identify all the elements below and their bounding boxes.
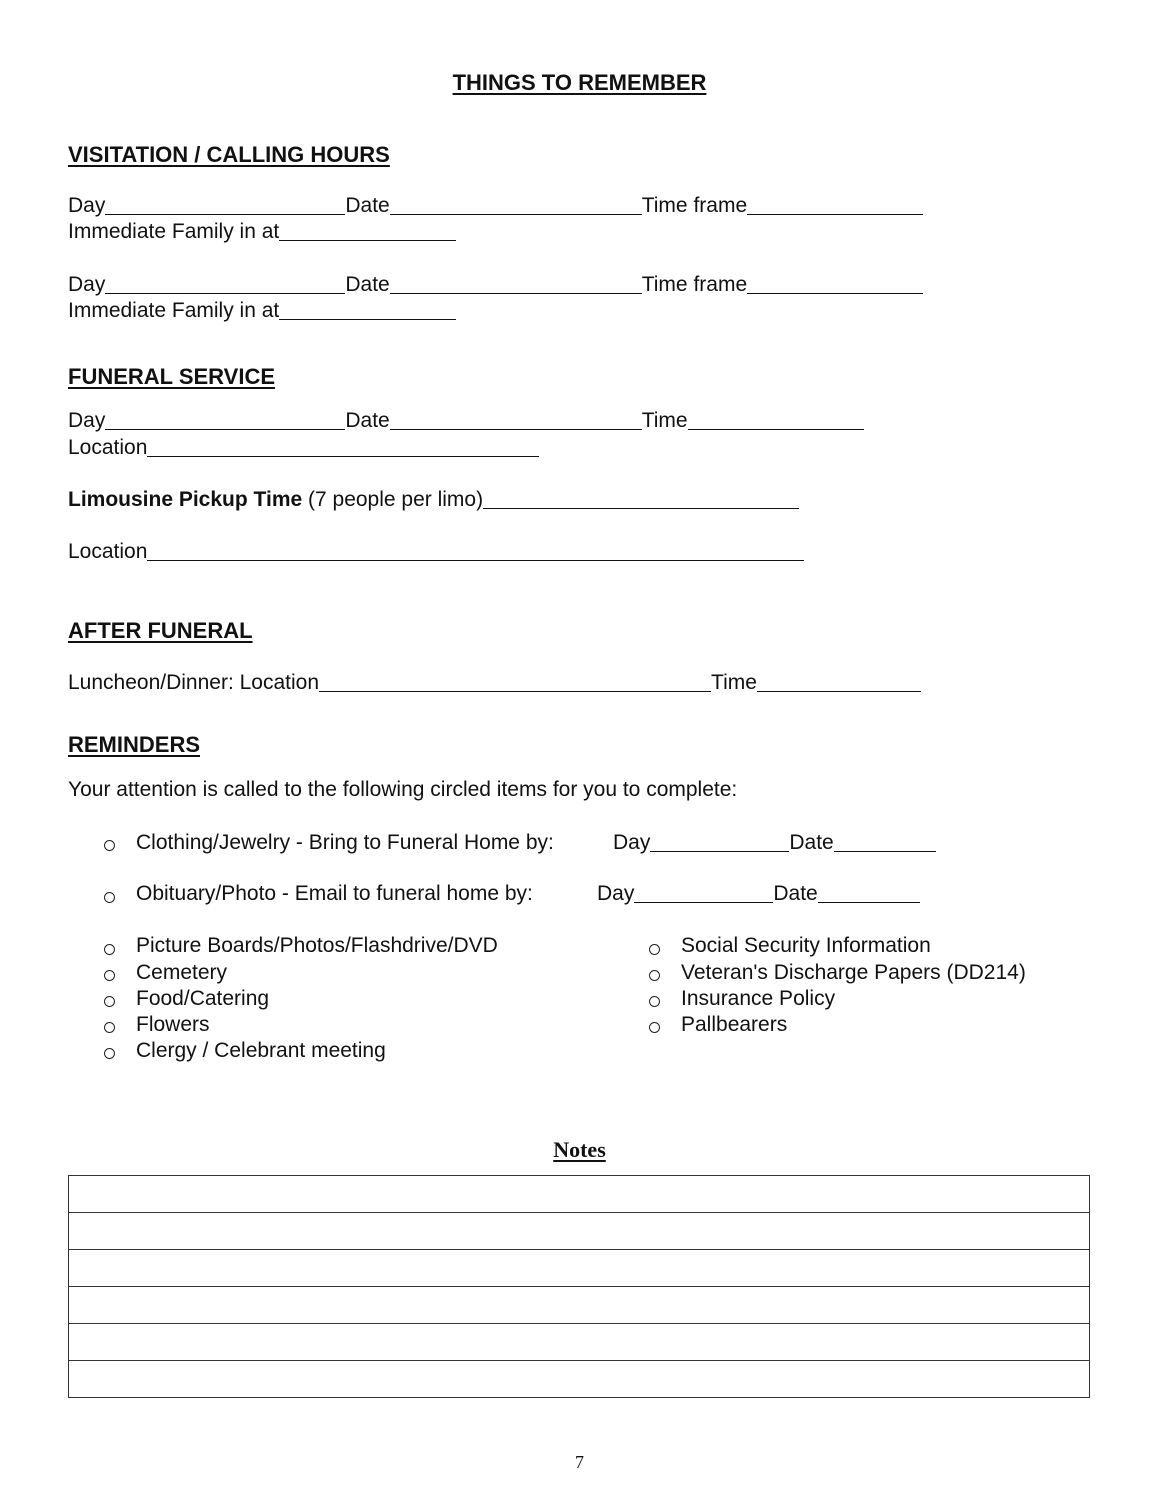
visitation-heading: VISITATION / CALLING HOURS — [68, 142, 390, 167]
notes-row[interactable] — [69, 1213, 1090, 1250]
checklist-bullet[interactable] — [649, 970, 660, 981]
timeframe-field[interactable] — [747, 273, 923, 294]
family-label: Immediate Family in at — [68, 299, 280, 322]
timeframe-field[interactable] — [747, 194, 923, 215]
checklist-item-veteran-papers: Veteran's Discharge Papers (DD214) — [681, 961, 1026, 984]
timeframe-label: Time frame — [641, 273, 748, 296]
visitation-family-row-1 — [68, 219, 456, 245]
limo-label: Limousine Pickup Time — [68, 488, 303, 511]
date-field[interactable] — [390, 194, 642, 215]
time-label: Time — [711, 671, 757, 694]
notes-cell[interactable] — [69, 1176, 1090, 1213]
luncheon-time-field[interactable] — [757, 671, 921, 692]
checklist-item-pallbearers: Pallbearers — [681, 1013, 788, 1036]
notes-row[interactable] — [69, 1324, 1090, 1361]
obituary-day-field[interactable] — [634, 882, 773, 903]
luncheon-row — [68, 670, 921, 696]
checklist-bullet[interactable] — [104, 944, 115, 955]
clothing-bullet[interactable] — [104, 840, 115, 851]
checklist-bullet[interactable] — [649, 1022, 660, 1033]
obituary-label: Obituary/Photo - Email to funeral home by: — [136, 882, 533, 905]
notes-cell[interactable] — [69, 1324, 1090, 1361]
day-label: Day — [68, 273, 106, 296]
checklist-item-food-catering: Food/Catering — [136, 987, 270, 1010]
limo-location-row — [68, 539, 804, 565]
notes-cell[interactable] — [69, 1287, 1090, 1324]
luncheon-label: Luncheon/Dinner: Location — [68, 671, 320, 694]
visitation-family-row-2 — [68, 298, 456, 324]
family-time-field[interactable] — [279, 220, 456, 241]
family-time-field[interactable] — [279, 299, 456, 320]
notes-cell[interactable] — [69, 1213, 1090, 1250]
day-field[interactable] — [105, 273, 345, 294]
day-label: Day — [597, 882, 635, 905]
notes-cell[interactable] — [69, 1250, 1090, 1287]
limo-location-label: Location — [68, 540, 148, 563]
location-label: Location — [68, 436, 148, 459]
checklist-bullet[interactable] — [649, 996, 660, 1007]
date-label: Date — [789, 831, 834, 854]
day-field[interactable] — [105, 409, 345, 430]
funeral-row — [68, 408, 864, 434]
time-label: Time — [641, 409, 688, 432]
notes-table — [68, 1175, 1090, 1398]
checklist-item-social-security: Social Security Information — [681, 934, 931, 957]
funeral-service-heading: FUNERAL SERVICE — [68, 364, 276, 389]
clothing-day-field[interactable] — [650, 831, 789, 852]
limo-time-field[interactable] — [483, 488, 799, 509]
day-label: Day — [613, 831, 651, 854]
reminders-heading: REMINDERS — [68, 732, 201, 757]
day-label: Day — [68, 194, 106, 217]
obituary-bullet[interactable] — [104, 892, 115, 903]
date-field[interactable] — [390, 273, 642, 294]
checklist-item-picture-boards: Picture Boards/Photos/Flashdrive/DVD — [136, 934, 498, 957]
funeral-location-row — [68, 435, 539, 461]
visitation-row-1 — [68, 193, 923, 219]
date-label: Date — [773, 882, 818, 905]
checklist-bullet[interactable] — [104, 1048, 115, 1059]
obituary-date-field[interactable] — [818, 882, 920, 903]
checklist-bullet[interactable] — [104, 970, 115, 981]
limo-location-field[interactable] — [147, 540, 804, 561]
clothing-date-row — [613, 830, 936, 856]
page-number: 7 — [575, 1452, 584, 1472]
checklist-item-flowers: Flowers — [136, 1013, 210, 1036]
page-title: THINGS TO REMEMBER — [452, 70, 707, 95]
date-field[interactable] — [390, 409, 642, 430]
limo-note: (7 people per limo) — [308, 488, 484, 511]
checklist-bullet[interactable] — [104, 1022, 115, 1033]
family-label: Immediate Family in at — [68, 220, 280, 243]
visitation-row-2 — [68, 272, 923, 298]
checklist-bullet[interactable] — [104, 996, 115, 1007]
limo-row — [68, 487, 799, 513]
notes-row[interactable] — [69, 1361, 1090, 1398]
location-field[interactable] — [147, 436, 539, 457]
day-field[interactable] — [105, 194, 345, 215]
checklist-bullet[interactable] — [649, 944, 660, 955]
clothing-date-field[interactable] — [834, 831, 936, 852]
notes-title: Notes — [553, 1137, 606, 1162]
notes-row[interactable] — [69, 1287, 1090, 1324]
date-label: Date — [345, 409, 390, 432]
checklist-item-clergy: Clergy / Celebrant meeting — [136, 1039, 386, 1062]
after-funeral-heading: AFTER FUNERAL — [68, 618, 253, 643]
checklist-item-cemetery: Cemetery — [136, 961, 228, 984]
clothing-label: Clothing/Jewelry - Bring to Funeral Home by: — [136, 831, 554, 854]
notes-cell[interactable] — [69, 1361, 1090, 1398]
reminders-intro: Your attention is called to the following circled items for you to complete: — [68, 778, 738, 801]
notes-row[interactable] — [69, 1250, 1090, 1287]
obituary-date-row — [597, 881, 920, 907]
day-label: Day — [68, 409, 106, 432]
notes-row[interactable] — [69, 1176, 1090, 1213]
date-label: Date — [345, 194, 390, 217]
checklist-item-insurance: Insurance Policy — [681, 987, 836, 1010]
date-label: Date — [345, 273, 390, 296]
luncheon-location-field[interactable] — [319, 671, 711, 692]
timeframe-label: Time frame — [641, 194, 748, 217]
time-field[interactable] — [688, 409, 864, 430]
